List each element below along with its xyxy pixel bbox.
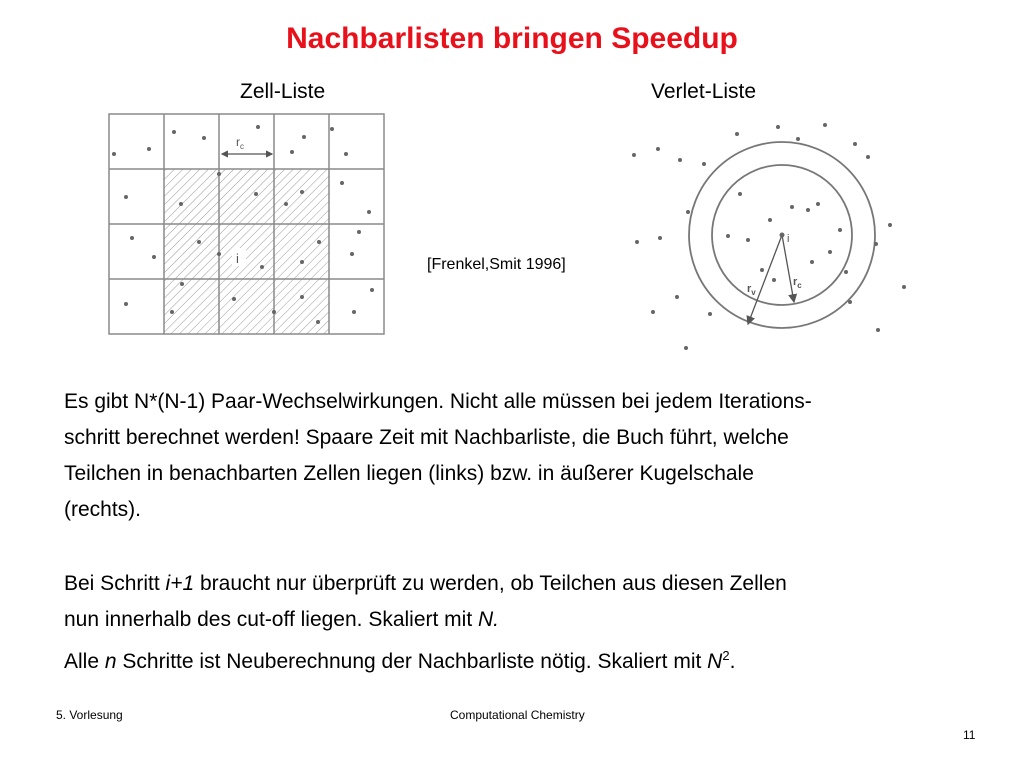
para2-line: Alle n Schritte ist Neuberechnung der Nachbarliste nötig. Skaliert mit $N^2$. [64,648,736,673]
particle-i-label-verlet: i [787,233,790,245]
verlet-list-diagram [620,112,920,357]
rv-arrow [748,235,782,324]
footer-course: Computational Chemistry [450,708,585,722]
rc-arrow-verlet [782,235,794,302]
para1-line: Teilchen in benachbarten Zellen liegen (links) bzw. in äußerer Kugelschale [64,462,754,485]
particle-i-label: i [236,251,239,266]
citation: [Frenkel,Smit 1996] [427,256,566,273]
slide-title: Nachbarlisten bringen Speedup [286,22,738,55]
para2-line: Bei Schritt i+1 braucht nur überprüft zu werden, ob Teilchen aus diesen Zellen [64,572,787,595]
neighbor-cells [164,169,329,334]
verlet-list-label: Verlet-Liste [651,80,757,103]
cell-list-label: Zell-Liste [240,80,326,103]
para1-line: Es gibt N*(N-1) Paar-Wechselwirkungen. Nicht alle müssen bei jedem Iterations- [64,390,812,413]
particles-verlet [632,123,906,350]
para1-line: schritt berechnet werden! Spaare Zeit mit Nachbarliste, die Buch führt, welche [64,426,789,449]
rc-label: $r_c$ [236,135,244,151]
rc-label-verlet: $r_c$ [793,276,802,290]
paragraph-scaling [64,566,984,680]
para2-line: nun innerhalb des cut-off liegen. Skaliert mit N. [64,608,500,631]
rv-label: $r_v$ [747,283,756,297]
paragraph-pair-interactions [64,384,984,528]
cell-list-diagram [104,112,394,340]
page-number: 11 [963,728,976,742]
para1-line: (rechts). [64,498,142,521]
footer-lecture: 5. Vorlesung [56,708,123,722]
